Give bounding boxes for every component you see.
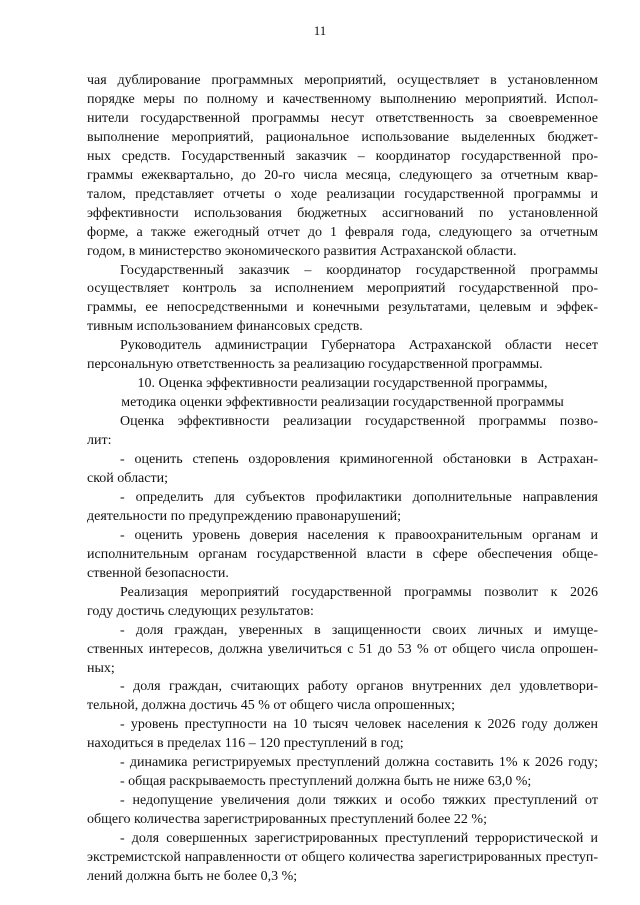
text-line: - оценить уровень доверия населения к правоохранительным органам и (120, 528, 598, 543)
text-line: талом, представляет отчеты о ходе реализации государственной программы и (87, 187, 598, 202)
page-number: 11 (313, 23, 327, 38)
text-line: экстремистской направленности от общего количества зарегистрированных преступ- (87, 850, 598, 865)
text-line: Государственный заказчик – координатор государственной программы (120, 263, 598, 278)
section-heading: методика оценки эффективности реализации государственной программы (121, 395, 564, 410)
text-line: тивным использованием финансовых средств. (87, 319, 363, 334)
text-line: форме, а также ежегодный отчет до 1 февраля года, следующего за отчетным (87, 225, 598, 240)
text-line: Реализация мероприятий государственной программы позволит к 2026 (120, 585, 598, 600)
text-line: - доля граждан, уверенных в защищенности своих личных и имуще- (120, 623, 598, 638)
text-line: эффективности использования бюджетных ассигнований по установленной (87, 206, 598, 221)
text-line: нители государственной программы несут ответственность за своевременное (87, 111, 598, 126)
text-line: порядке меры по полному и качественному выполнению мероприятий. Испол- (87, 92, 598, 107)
text-line: - динамика регистрируемых преступлений должна составить 1% к 2026 году; (120, 755, 598, 770)
text-line: общего количества зарегистрированных преступлений более 22 %; (87, 812, 487, 827)
text-line: персональную ответственность за реализацию государственной программы. (87, 357, 543, 372)
text-line: лений должна быть не более 0,3 %; (87, 869, 298, 884)
text-line: находиться в пределах 116 – 120 преступлений в год; (87, 736, 404, 751)
text-line: - общая раскрываемость преступлений должна быть не ниже 63,0 %; (120, 774, 532, 789)
text-line: - доля совершенных зарегистрированных преступлений террористической и (120, 831, 598, 846)
text-line: осуществляет контроль за исполнением мероприятий государственной про- (87, 281, 598, 296)
text-line: Оценка эффективности реализации государственной программы позво- (120, 414, 598, 429)
text-line: - определить для субъектов профилактики дополнительные направления (120, 490, 598, 505)
text-line: ных средств. Государственный заказчик – координатор государственной про- (87, 149, 598, 164)
text-line: ской области; (87, 471, 168, 486)
text-line: тельной, должна достичь 45 % от общего числа опрошенных; (87, 698, 456, 713)
text-line: чая дублирование программных мероприятий, осуществляет в установленном (87, 73, 598, 88)
text-line: Руководитель администрации Губернатора Астраханской области несет (120, 338, 598, 353)
text-line: ственной безопасности. (87, 566, 229, 581)
text-line: исполнительным органам государственной власти в сфере обеспечения обще- (87, 547, 598, 562)
text-line: граммы ежеквартально, до 20-го числа месяца, следующего за отчетным квар- (87, 168, 598, 183)
text-line: - доля граждан, считающих работу органов внутренних дел удовлетвори- (120, 679, 598, 694)
text-line: - уровень преступности на 10 тысяч человек населения к 2026 году должен (120, 717, 598, 732)
text-line: деятельности по предупреждению правонарушений; (87, 509, 402, 524)
section-heading: 10. Оценка эффективности реализации государственной программы, (137, 376, 548, 391)
text-line: граммы, ее непосредственными и конечными результатами, целевым и эффек- (87, 300, 598, 315)
text-line: - недопущение увеличения доли тяжких и особо тяжких преступлений от (120, 793, 598, 808)
text-line: ственных интересов, должна увеличиться с 51 до 53 % от общего числа опрошен- (87, 642, 598, 657)
text-line: году достичь следующих результатов: (87, 604, 314, 619)
text-line: - оценить степень оздоровления криминогенной обстановки в Астрахан- (120, 452, 598, 467)
text-line: годом, в министерство экономического развития Астраханской области. (87, 244, 517, 259)
text-line: выполнение мероприятий, рациональное использование выделенных бюджет- (87, 130, 598, 145)
text-line: ных; (87, 661, 115, 676)
text-line: лит: (87, 433, 112, 448)
